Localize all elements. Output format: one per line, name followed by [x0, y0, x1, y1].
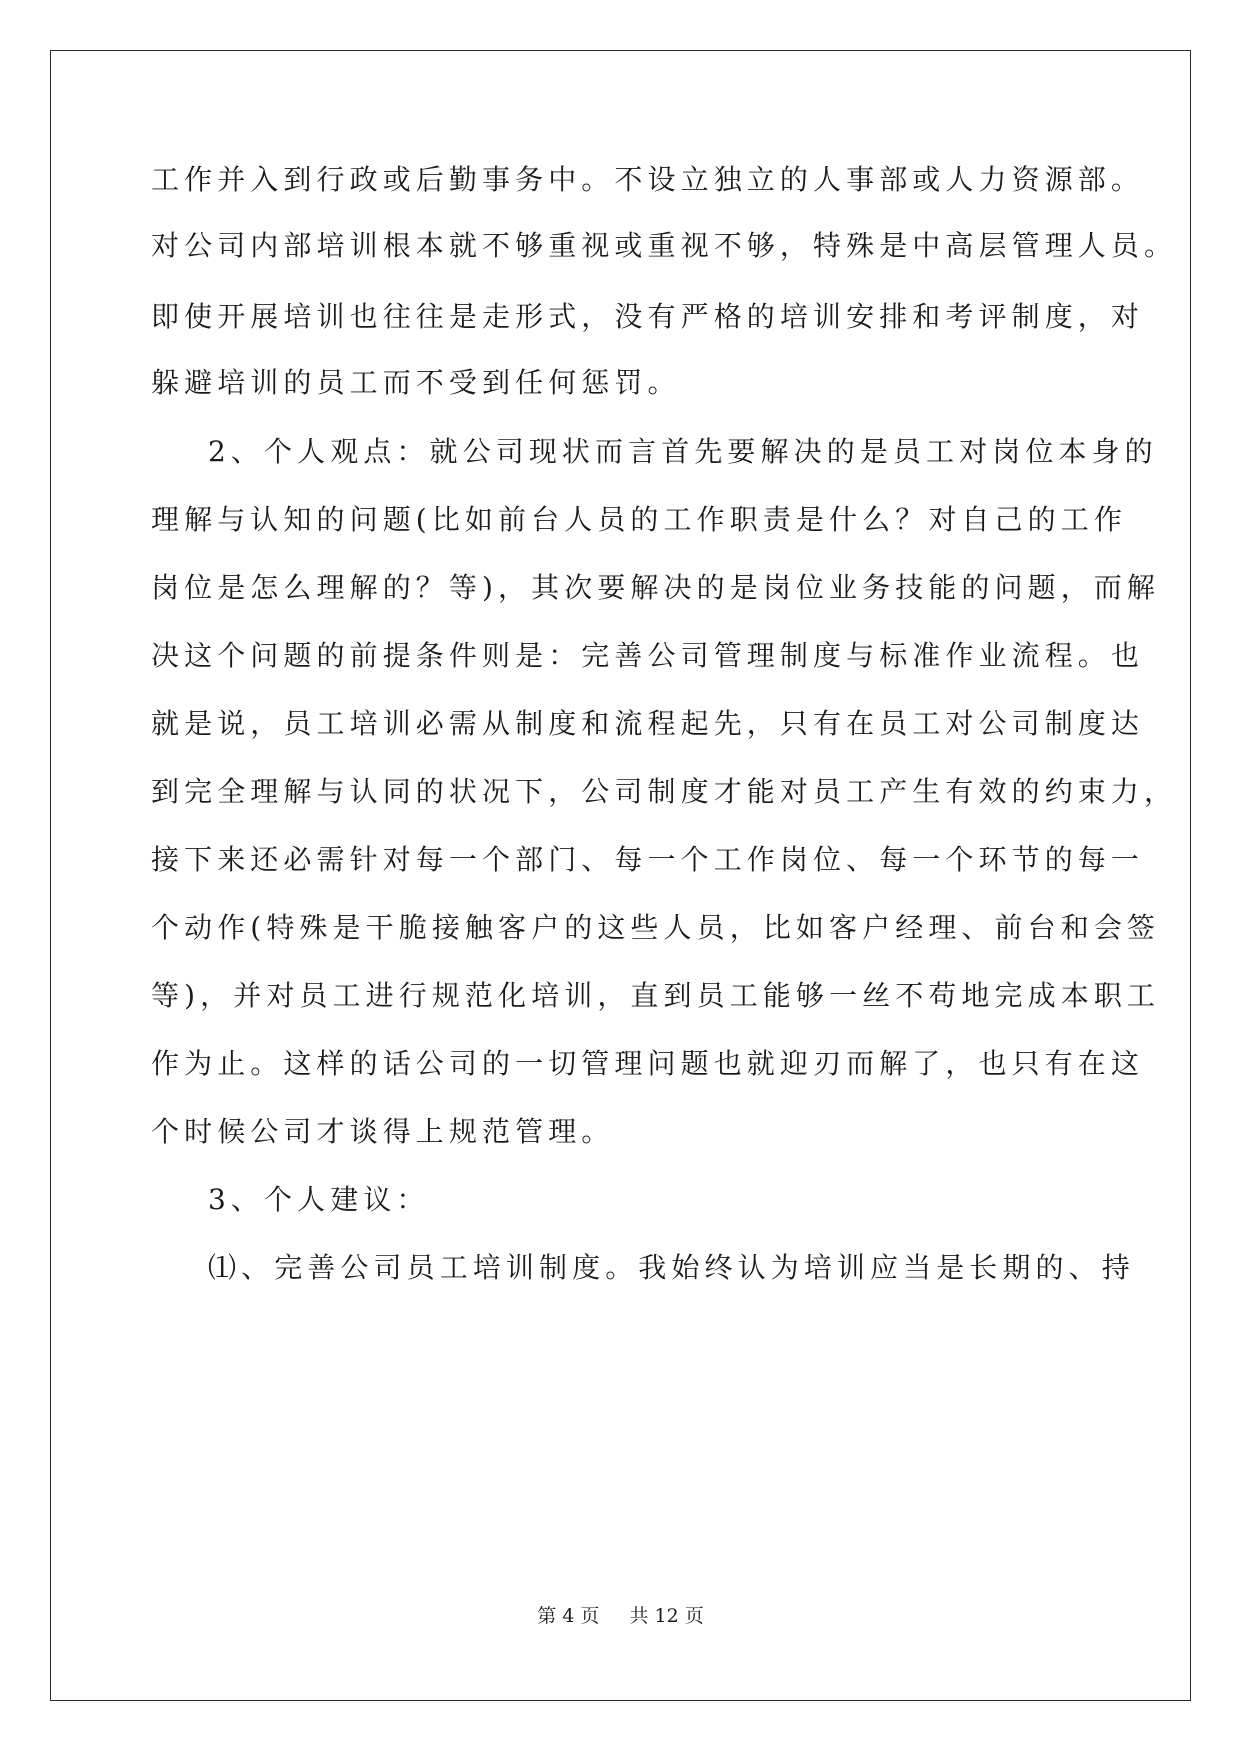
page-total: 共 12 页 [629, 1605, 704, 1627]
body-text-line: 决这个问题的前提条件则是：完善公司管理制度与标准作业流程。也 [151, 639, 1145, 672]
body-text-line: 即使开展培训也往往是走形式，没有严格的培训安排和考评制度，对 [151, 300, 1145, 333]
page-number: 第 4 页 [537, 1605, 600, 1627]
section-heading-line: 3、个人建议： [208, 1183, 430, 1216]
body-text-line: 到完全理解与认同的状况下，公司制度才能对员工产生有效的约束力， [151, 775, 1178, 808]
body-text-line: 就是说，员工培训必需从制度和流程起先，只有在员工对公司制度达 [151, 707, 1145, 740]
body-text-line: ⑴、完善公司员工培训制度。我始终认为培训应当是长期的、持 [208, 1251, 1135, 1284]
body-text-line: 对公司内部培训根本就不够重视或重视不够，特殊是中高层管理人员。 [151, 229, 1178, 262]
body-text-line: 个动作(特殊是干脆接触客户的这些人员，比如客户经理、前台和会签 [151, 911, 1161, 944]
body-text-line: 理解与认知的问题(比如前台人员的工作职责是什么？对自己的工作 [151, 503, 1127, 536]
section-heading-line: 2、个人观点：就公司现状而言首先要解决的是员工对岗位本身的 [208, 435, 1158, 468]
body-text-line: 躲避培训的员工而不受到任何惩罚。 [151, 366, 681, 399]
body-text-line: 作为止。这样的话公司的一切管理问题也就迎刃而解了，也只有在这 [151, 1047, 1145, 1080]
page-footer [0, 1604, 1241, 1628]
body-text-line: 个时候公司才谈得上规范管理。 [151, 1115, 615, 1148]
body-text-line: 接下来还必需针对每一个部门、每一个工作岗位、每一个环节的每一 [151, 843, 1145, 876]
body-text-line: 工作并入到行政或后勤事务中。不设立独立的人事部或人力资源部。 [151, 163, 1145, 196]
body-text-line: 岗位是怎么理解的？等)，其次要解决的是岗位业务技能的问题，而解 [151, 571, 1161, 604]
body-text-line: 等)，并对员工进行规范化培训，直到员工能够一丝不苟地完成本职工 [151, 979, 1161, 1012]
